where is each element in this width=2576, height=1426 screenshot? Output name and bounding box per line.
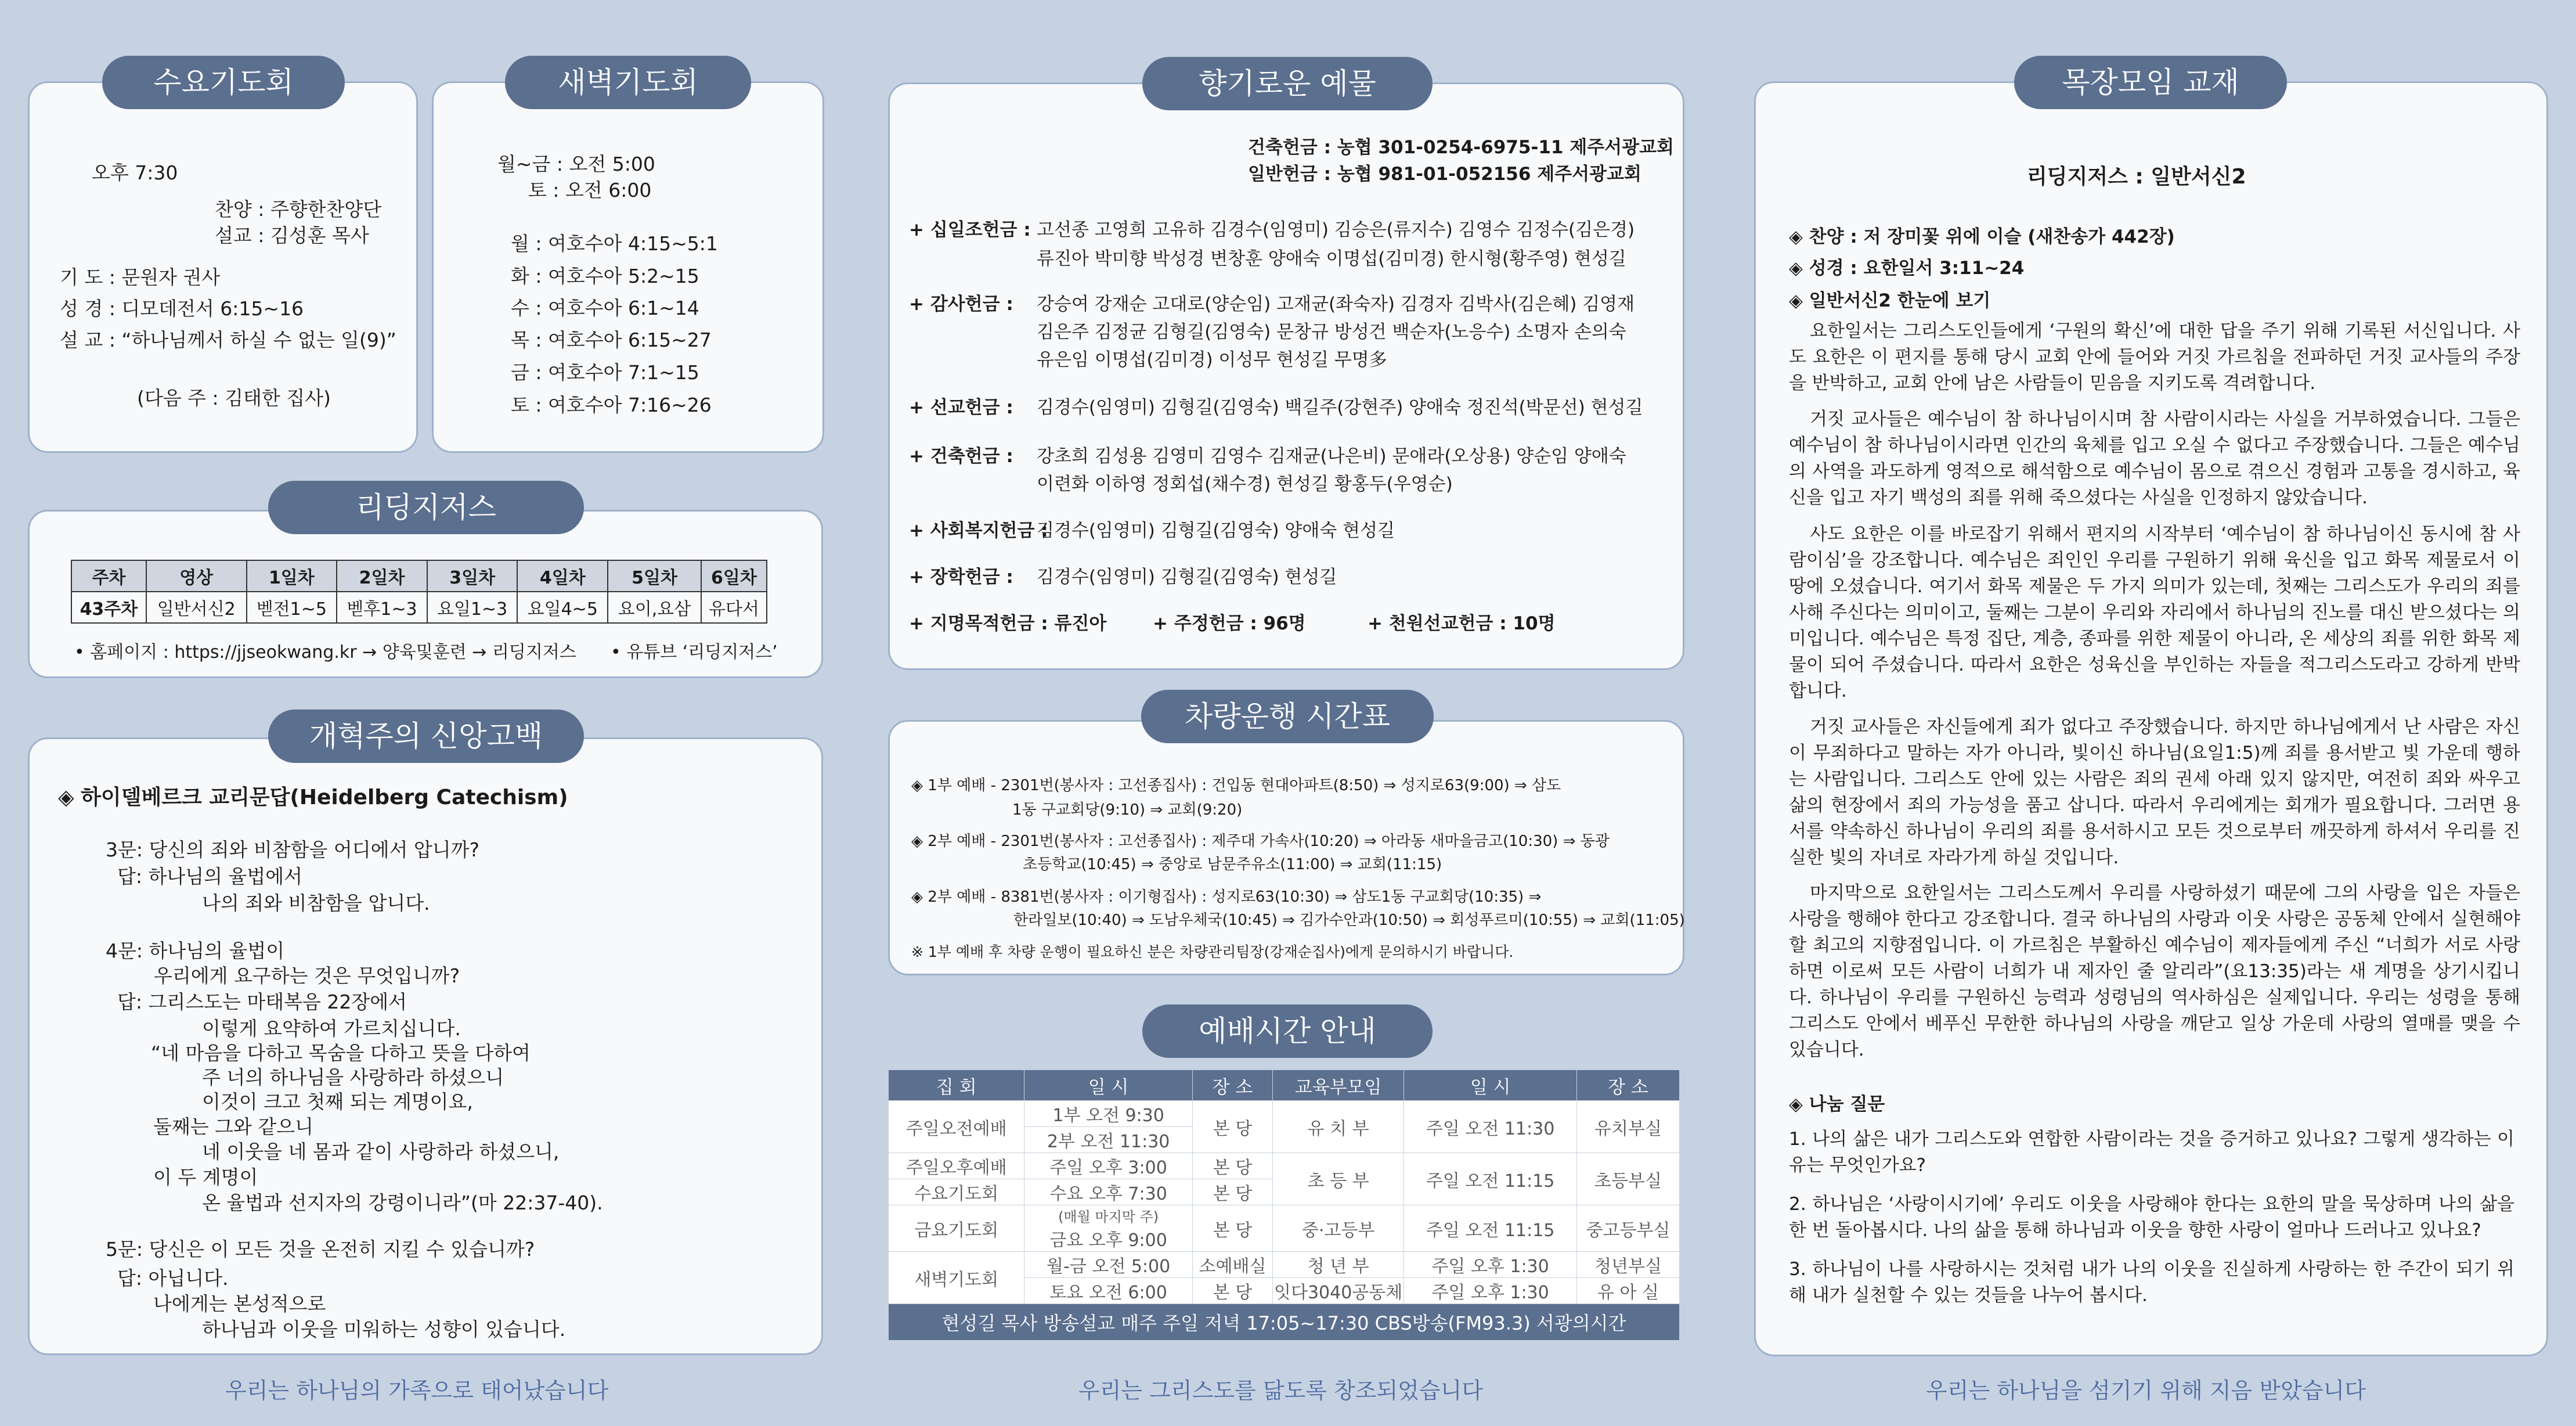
bus-title: 차량운행 시간표 [1141, 690, 1434, 743]
worship-cell: 주일 오전 11:15 [1404, 1153, 1577, 1205]
worship-cell: 월-금 오전 5:00 [1024, 1252, 1193, 1278]
worship-cell: 주일 오후 1:30 [1404, 1252, 1577, 1278]
worship-head-cell: 장 소 [1192, 1070, 1272, 1101]
reading-homepage[interactable]: • 홈페이지 : https://jjseokwang.kr → 양육및훈련 → 리딩지저스 [74, 642, 576, 662]
reading-head-cell: 1일차 [247, 560, 337, 592]
bus-note: ※ 1부 예배 후 차량 운행이 필요하신 분은 차량관리팀장(강재순집사)에게 문의하시기 바랍니다. [911, 944, 1514, 960]
catechism-heading: ◈ 하이델베르크 교리문답(Heidelberg Catechism) [58, 786, 568, 809]
wed-next: (다음 주 : 김태한 집사) [137, 387, 331, 409]
offer-line: 강초희 김성용 김영미 김영수 김재균(나은비) 문애라(오상용) 양순임 양애숙 [1037, 446, 1626, 467]
study-hymn: ◈ 찬양 : 저 장미꽃 위에 이슬 (새찬송가 442장) [1789, 226, 2175, 247]
study-paragraph-4: 거짓 교사들은 자신들에게 죄가 없다고 주장했습니다. 하지만 하나님에게서 난 사람은 자신이 무죄하다고 말하는 자가 아니라, 빛이신 하나님(요일1:5)께 죄를 용서받고 빛 가운데 행하는 사람입니다. 그리스도 안에 있는 사람은 죄의 권세 아래 있지 않지만, 여전히 죄와 싸우고 삶의 현장에서 죄의 가능성을 품고 삽니다. 따라서 우리에게는 회개가 필요합니다. 그러면 용서를 약속하신 하나님이 우리의 죄를 용서하시고 모든 것으로부터 깨끗하게 하셔서 우리를 진실한 빛의 자녀로 자라가게 하실 것입니다. [1789, 716, 2520, 868]
worship-cell: 청 년 부 [1273, 1252, 1404, 1278]
cat-line: 우리에게 요구하는 것은 무엇입니까? [154, 964, 460, 987]
offer-label-tithe: + 십일조헌금 : [909, 219, 1031, 240]
cat-line: 주 너의 하나님을 사랑하라 하셨으니 [202, 1066, 504, 1089]
broadcast-row [889, 1304, 1680, 1341]
worship-table [888, 1070, 1680, 1341]
study-paragraph-5: 마지막으로 요한일서는 그리스도께서 우리를 사랑하셨기 때문에 그의 사랑을 입은 자들은 사랑을 행해야 한다고 강조합니다. 결국 하나님의 사랑과 이웃 사랑은 공동체 안에서 실현해야 할 최고의 지향점입니다. 이 가르침은 부활하신 예수님이 제자들에게 주신 “너희가 서로 사랑하면 이로써 모든 사람이 너희가 내 제자인 줄 알리라”(요13:35)라는 새 계명을 상기시킵니다. 하나님이 우리를 구원하신 능력과 성령님의 역사하심은 실제입니다. 우리는 성령을 통해 그리스도 안에서 베푸신 무한한 하나님의 사랑을 깨닫고 일상 가운데 사랑의 열매를 맺을 수 있습니다. [1789, 883, 2520, 1060]
reading-head-cell: 3일차 [427, 560, 518, 592]
worship-cell: 초 등 부 [1273, 1153, 1404, 1205]
worship-cell: 유 치 부 [1273, 1101, 1404, 1153]
wednesday-prayer-title: 수요기도회 [102, 56, 345, 109]
worship-head-cell: 일 시 [1024, 1070, 1193, 1101]
worship-cell: 본 당 [1192, 1179, 1272, 1205]
worship-cell: 새벽기도회 [889, 1252, 1024, 1304]
account-general: 일반헌금 : 농협 981-01-052156 제주서광교회 [1248, 164, 1641, 185]
worship-row [889, 1252, 1680, 1278]
panel1-motto: 우리는 하나님의 가족으로 태어났습니다 [225, 1378, 609, 1403]
reading-table-header [71, 560, 767, 592]
catechism-heading-text: 하이델베르크 교리문답(Heidelberg Catechism) [81, 786, 568, 809]
panel2-motto: 우리는 그리스도를 닮도록 창조되었습니다 [1078, 1378, 1483, 1403]
worship-row [889, 1101, 1680, 1127]
cat-line: 답: 아닙니다. [117, 1267, 229, 1290]
worship-cell: 주일 오후 1:30 [1404, 1278, 1577, 1304]
cat-line: 5문: 당신은 이 모든 것을 온전히 지킬 수 있습니까? [106, 1238, 535, 1261]
worship-cell: 초등부실 [1576, 1153, 1679, 1205]
worship-row [889, 1153, 1680, 1179]
wed-time: 오후 7:30 [92, 161, 178, 184]
offering-title: 향기로운 예물 [1142, 57, 1433, 110]
wed-hymn: 찬양 : 주향한찬양단 [215, 198, 382, 221]
worship-cell: 주일오후예배 [889, 1153, 1024, 1179]
confession-title: 개혁주의 신앙고백 [268, 710, 584, 763]
wed-scripture: 성 경 : 디모데전서 6:15~16 [60, 297, 304, 320]
cat-line: 이 두 계명이 [153, 1166, 258, 1189]
bus-line: ◈ 1부 예배 - 2301번(봉사자 : 고선종집사) : 건입동 현대아파트(8:50) ⇒ 성지로63(9:00) ⇒ 삼도 [911, 777, 1561, 794]
offer-line: 김경수(임영미) 김형길(김영숙) 양애숙 현성길 [1037, 520, 1395, 541]
dawn-day-1: 월 : 여호수아 4:15~5:1 [511, 232, 718, 255]
friday-time: 9:00 [1128, 1230, 1167, 1251]
dawn-day-2: 화 : 여호수아 5:2~15 [511, 265, 699, 287]
sharing-question-2: 2. 하나님은 ‘사랑이시기에’ 우리도 이웃을 사랑해야 한다는 요한의 말을 묵상하며 나의 삶을 한 번 돌아봅시다. 나의 삶을 통해 하나님과 이웃을 향한 사랑이 얼마나 드러나고 있나요? [1789, 1194, 2514, 1241]
worship-cell: 본 당 [1192, 1101, 1272, 1153]
offer-weekly: + 주정헌금 : 96명 [1153, 613, 1306, 634]
worship-cell: 본 당 [1192, 1153, 1272, 1179]
offer-label-mission: + 선교헌금 : [909, 397, 1013, 418]
friday-note: (매월 마지막 주) [1058, 1209, 1159, 1225]
reading-cell: 요일1~3 [427, 592, 518, 623]
study-paragraph-1: 요한일서는 그리스도인들에게 ‘구원의 확신’에 대한 답을 주기 위해 기록된 서신입니다. 사도 요한은 이 편지를 통해 당시 교회 안에 들어와 거짓 가르침을 전파하던 거짓 교사들의 주장을 반박하고, 교회 안에 남은 사람들이 믿음을 지키도록 격려합니다. [1789, 321, 2520, 394]
worship-cell: 수요기도회 [889, 1179, 1024, 1205]
worship-cell: 청년부실 [1576, 1252, 1679, 1278]
wed-sermon-by: 설교 : 김성훈 목사 [215, 224, 369, 247]
cat-line: 4문: 하나님의 율법이 [106, 939, 285, 962]
dawn-day-4: 목 : 여호수아 6:15~27 [511, 329, 712, 351]
reading-head-cell: 6일차 [701, 560, 767, 592]
wed-prayer: 기 도 : 문원자 권사 [60, 266, 221, 289]
cat-line: 네 이웃을 네 몸과 같이 사랑하라 하셨으니, [202, 1140, 560, 1163]
sharing-question-1: 1. 나의 삶은 내가 그리스도와 연합한 사람이라는 것을 증거하고 있나요? 그렇게 생각하는 이유는 무엇인가요? [1789, 1129, 2514, 1176]
cat-line: 3문: 당신의 죄와 비참함을 어디에서 압니까? [106, 838, 480, 861]
reading-head-cell: 4일차 [517, 560, 608, 592]
cat-line: “네 마음을 다하고 목숨을 다하고 뜻을 다하여 [151, 1042, 531, 1064]
account-building: 건축헌금 : 농협 301-0254-6975-11 제주서광교회 [1248, 137, 1674, 158]
offer-label-building: + 건축헌금 : [909, 446, 1013, 467]
bus-line: 초등학교(10:45) ⇒ 중앙로 남문주유소(11:00) ⇒ 교회(11:15) [1023, 856, 1442, 873]
reading-head-cell: 2일차 [337, 560, 427, 592]
worship-cell: 주일 오전 11:15 [1404, 1205, 1577, 1252]
worship-cell: 본 당 [1192, 1205, 1272, 1252]
offer-label-scholarship: + 장학헌금 : [909, 567, 1013, 588]
offer-line: 김경수(임영미) 김형길(김영숙) 백길주(강현주) 양애숙 정진석(박문선) 현성길 [1037, 397, 1643, 418]
study-paragraph-3: 사도 요한은 이를 바로잡기 위해서 편지의 시작부터 ‘예수님이 참 하나님이신 동시에 참 사람이심’을 강조합니다. 예수님은 죄인인 우리를 구원하기 위해 육신을 입고 화목 제물로서 이 땅에 오셨습니다. 여기서 화목 제물은 두 가지 의미가 있는데, 첫째는 그리스도가 우리의 죄를 사해 주신다는 의미이고, 둘째는 그분이 우리와 자리에서 하나님의 진노를 대신 받으셨다는 의미입니다. 예수님은 특정 집단, 계층, 종파를 위한 제물이 아니라, 온 세상의 죄를 위한 화목 제물이 되어 주셨습니다. 따라서 요한은 성육신을 부인하는 자들을 적그리스도라고 강하게 반박합니다. [1789, 524, 2520, 701]
reading-head-cell: 영상 [146, 560, 247, 592]
sharing-questions-heading: ◈ 나눔 질문 [1789, 1094, 1885, 1115]
offer-line: 김경수(임영미) 김형길(김영숙) 현성길 [1037, 567, 1337, 588]
reading-cell: 요이,요삼 [608, 592, 701, 623]
cat-line: 하나님과 이웃을 미워하는 성향이 있습니다. [202, 1318, 566, 1341]
worship-cell: 1부 오전 9:30 [1024, 1101, 1193, 1127]
worship-cell: 중·고등부 [1273, 1205, 1404, 1252]
worship-cell: 주일 오후 3:00 [1024, 1153, 1193, 1179]
worship-title: 예배시간 안내 [1142, 1004, 1433, 1058]
broadcast-text: 현성길 목사 방송설교 매주 주일 저녁 17:05~17:30 CBS방송(FM93.3) 서광의시간 [889, 1304, 1680, 1341]
reading-homepage-text: 홈페이지 : https://jjseokwang.kr → 양육및훈련 → 리딩지저스 [90, 642, 576, 662]
cat-line: 온 율법과 선지자의 강령이니라”(마 22:37-40). [202, 1191, 603, 1214]
offer-label-thanks: + 감사헌금 : [909, 294, 1013, 315]
friday-time-label: 금요 오후 [1049, 1230, 1123, 1251]
sharing-question-3: 3. 하나님이 나를 사랑하시는 것처럼 내가 나의 이웃을 진실하게 사랑하는 한 주간이 되기 위해 내가 실천할 수 있는 것들을 나누어 봅시다. [1789, 1259, 2514, 1306]
worship-cell: 수요 오후 7:30 [1024, 1179, 1193, 1205]
bus-line: 1동 구교회당(9:10) ⇒ 교회(9:20) [1012, 801, 1243, 819]
bus-line: ◈ 2부 예배 - 8381번(봉사자 : 이기형집사) : 성지로63(10:30) ⇒ 삼도1동 구교회당(10:35) ⇒ [911, 888, 1542, 906]
offer-line: 이련화 이하영 정회섭(채수경) 현성길 황홍두(우영순) [1037, 474, 1453, 495]
dawn-day-5: 금 : 여호수아 7:1~15 [511, 361, 699, 384]
worship-head-cell: 집 회 [889, 1070, 1024, 1101]
offer-line: 고선종 고영희 고유하 김경수(임영미) 김승은(류지수) 김영수 김정수(김은경) [1037, 219, 1635, 240]
dawn-time-saturday: 토 : 오전 6:00 [528, 179, 652, 201]
worship-cell [1024, 1205, 1193, 1252]
reading-cell: 일반서신2 [146, 592, 247, 623]
reading-head-cell: 주차 [71, 560, 146, 592]
cat-line: 둘째는 그와 같으니 [153, 1115, 314, 1138]
bus-line: 한라일보(10:40) ⇒ 도남우체국(10:45) ⇒ 김가수안과(10:50) ⇒ 회성푸르미(10:55) ⇒ 교회(11:05) [1013, 912, 1685, 929]
worship-cell: 유치부실 [1576, 1101, 1679, 1153]
worship-cell: 유 아 실 [1576, 1278, 1679, 1304]
cell-group-title: 목장모임 교재 [2014, 56, 2287, 109]
reading-table [71, 560, 767, 624]
wed-sermon: 설 교 : “하나님께서 하실 수 없는 일(9)” [60, 329, 396, 351]
bus-line: ◈ 2부 예배 - 2301번(봉사자 : 고선종집사) : 제주대 가속사(10:20) ⇒ 아라동 새마을금고(10:30) ⇒ 동광 [911, 833, 1610, 850]
offer-label-welfare: + 사회복지헌금 : [909, 520, 1048, 541]
study-scripture: ◈ 성경 : 요한일서 3:11~24 [1789, 258, 2025, 279]
dawn-prayer-title: 새벽기도회 [505, 56, 751, 109]
cat-line: 이것이 크고 첫째 되는 계명이요, [202, 1090, 473, 1113]
offer-designated: + 지명목적헌금 : 류진아 [909, 613, 1107, 634]
dawn-time-weekday: 월~금 : 오전 5:00 [497, 153, 655, 175]
worship-cell: 주일 오전 11:30 [1404, 1101, 1577, 1153]
study-paragraph-2: 거짓 교사들은 예수님이 참 하나님이시며 참 사람이시라는 사실을 거부하였습니다. 그들은 예수님이 참 하나님이시라면 인간의 육체를 입고 오실 수 없다고 주장했습니다. 그들은 예수님의 사역을 과도하게 영적으로 해석함으로 예수님이 몸으로 겪으신 경험과 고통을 경시하고, 육신을 입고 자기 백성의 죄를 위해 죽으셨다는 사실을 인정하지 않았습니다. [1789, 409, 2520, 508]
worship-head-cell: 일 시 [1404, 1070, 1577, 1101]
cat-line: 답: 그리스도는 마태복음 22장에서 [117, 991, 407, 1013]
reading-head-cell: 5일차 [608, 560, 701, 592]
cell-group-subtitle: 리딩지저스 : 일반서신2 [2027, 165, 2246, 189]
worship-cell: 금요기도회 [889, 1205, 1024, 1252]
dawn-day-3: 수 : 여호수아 6:1~14 [511, 297, 699, 319]
worship-table-header [889, 1070, 1680, 1101]
study-overview-heading: ◈ 일반서신2 한눈에 보기 [1789, 290, 1991, 311]
worship-cell: 2부 오전 11:30 [1024, 1127, 1193, 1153]
reading-jesus-title: 리딩지저스 [268, 481, 584, 534]
worship-cell: 소예배실 [1192, 1252, 1272, 1278]
worship-head-cell: 교육부모임 [1273, 1070, 1404, 1101]
offer-thousand-mission: + 천원선교헌금 : 10명 [1368, 613, 1556, 634]
cat-line: 나의 죄와 비참함을 압니다. [202, 892, 430, 914]
dawn-day-6: 토 : 여호수아 7:16~26 [511, 394, 712, 416]
offer-line: 강승여 강재순 고대로(양순임) 고재균(좌숙자) 김경자 김박사(김은혜) 김영재 [1037, 294, 1635, 315]
reading-cell: 43주차 [71, 592, 146, 623]
reading-cell: 유다서 [701, 592, 767, 623]
reading-cell: 벧후1~3 [337, 592, 427, 623]
worship-cell: 토요 오전 6:00 [1024, 1278, 1193, 1304]
cat-line: 답: 하나님의 율법에서 [117, 865, 302, 888]
offer-line: 김은주 김정균 김형길(김영숙) 문창규 방성건 백순자(노응수) 소명자 손의숙 [1037, 322, 1626, 343]
reading-youtube-text: 유튜브 ‘리딩지저스’ [626, 642, 778, 662]
worship-cell: 중고등부실 [1576, 1205, 1679, 1252]
reading-youtube[interactable]: • 유튜브 ‘리딩지저스’ [611, 642, 778, 662]
offer-line: 류진아 박미향 박성경 변창훈 양애숙 이명섭(김미경) 한시형(황주영) 현성길 [1037, 249, 1626, 269]
worship-cell: 본 당 [1192, 1278, 1272, 1304]
cat-line: 나에게는 본성적으로 [153, 1292, 326, 1315]
reading-cell: 요일4~5 [517, 592, 608, 623]
reading-cell: 벧전1~5 [247, 592, 337, 623]
worship-cell: 잇다3040공동체 [1273, 1278, 1404, 1304]
reading-table-row [71, 592, 767, 623]
worship-head-cell: 장 소 [1576, 1070, 1679, 1101]
offer-line: 유은임 이명섭(김미경) 이성무 현성길 무명多 [1037, 350, 1387, 370]
cat-line: 이렇게 요약하여 가르치십니다. [202, 1017, 461, 1040]
worship-cell: 주일오전예배 [889, 1101, 1024, 1153]
panel3-motto: 우리는 하나님을 섬기기 위해 지음 받았습니다 [1926, 1378, 2366, 1403]
